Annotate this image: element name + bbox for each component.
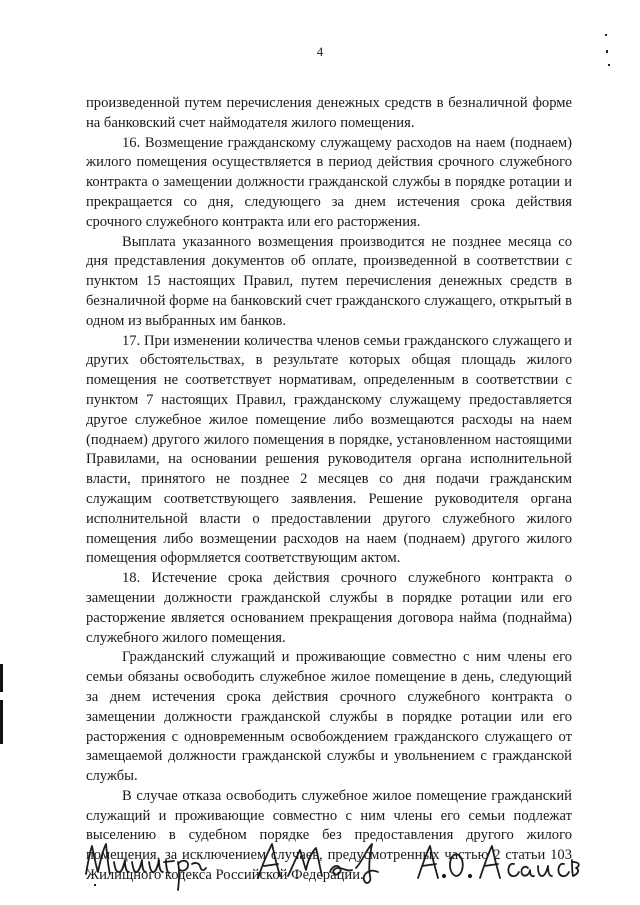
paragraph-payment: Выплата указанного возмещения производится не позднее месяца со дня представления документов об оплате, произведенной в соответствии с пунктом 15 настоящих Правил, путем перечисления денежных средств в безналичной форме на банковский счет гражданского служащего, открытый в одном из выбранных им банков. [86, 233, 572, 329]
scan-edge-mark [0, 700, 3, 744]
scan-speck [605, 34, 607, 36]
paragraph-vacate: Гражданский служащий и проживающие совместно с ним члены его семьи обязаны освободить служебное жилое помещение в день, следующий за днем истечения срока действия срочного служебного контракта о замещении должности гражданской службы в порядке ротации или его расторжения с одновременным освобождением гражданского служащего от замещаемой должности гражданской службы и увольнением с гражданской службы. [86, 649, 572, 785]
paragraph-18: 18. Истечение срока действия срочного служебного контракта о замещении должности гражданской службы в порядке ротации или его расторжение является основанием прекращения договора найма (поднайма) служебного жилого помещения. [86, 570, 572, 646]
paragraph-17: 17. При изменении количества членов семьи гражданского служащего и других обстоятельствах, в результате которых общая площадь жилого помещения не соответствует нормативам, определенным в соответствии с пунктом 7 настоящих Правил, гражданскому служащему предоставляется другое служебное жилое помещение либо возмещаются расходы на наем (поднаем) другого жилого помещения в порядке, установленном настоящими Правилами, на основании решения руководителя органа исполнительной власти, принятого не позднее 2 месяцев со дня подачи гражданским служащим соответствующего заявления. Решение руководителя органа исполнительной власти о предоставлении другого служебного жилого помещения либо возмещении расходов на наем (поднаем) другого жилого помещения оформляется соответствующим актом. [86, 332, 572, 567]
scan-speck [94, 884, 96, 886]
scan-speck [606, 50, 608, 53]
page-number: 4 [316, 44, 324, 59]
scan-edge-mark [0, 664, 3, 692]
document-body [86, 94, 572, 886]
paragraph-continuation: произведенной путем перечисления денежных средств в безналичной форме на банковский счет наймодателя жилого помещения. [86, 95, 572, 131]
paragraph-eviction: В случае отказа освободить служебное жилое помещение гражданский служащий и проживающие совместно с ним члены его семьи подлежат выселению в судебном порядке без предоставления другого жилого помещения, за исключением случаев, предусмотренных частью 2 статьи 103 Жилищного кодекса Российской Федерации. [86, 787, 572, 884]
scan-speck [608, 64, 610, 66]
paragraph-16: 16. Возмещение гражданскому служащему расходов на наем (поднаем) жилого помещения осуществляется в период действия срочного служебного контракта о замещении должности гражданской службы в порядке ротации и прекращается со дня, следующего за днем истечения срока действия срочного служебного контракта или его расторжения. [86, 134, 572, 230]
handwritten-signature [82, 832, 582, 892]
